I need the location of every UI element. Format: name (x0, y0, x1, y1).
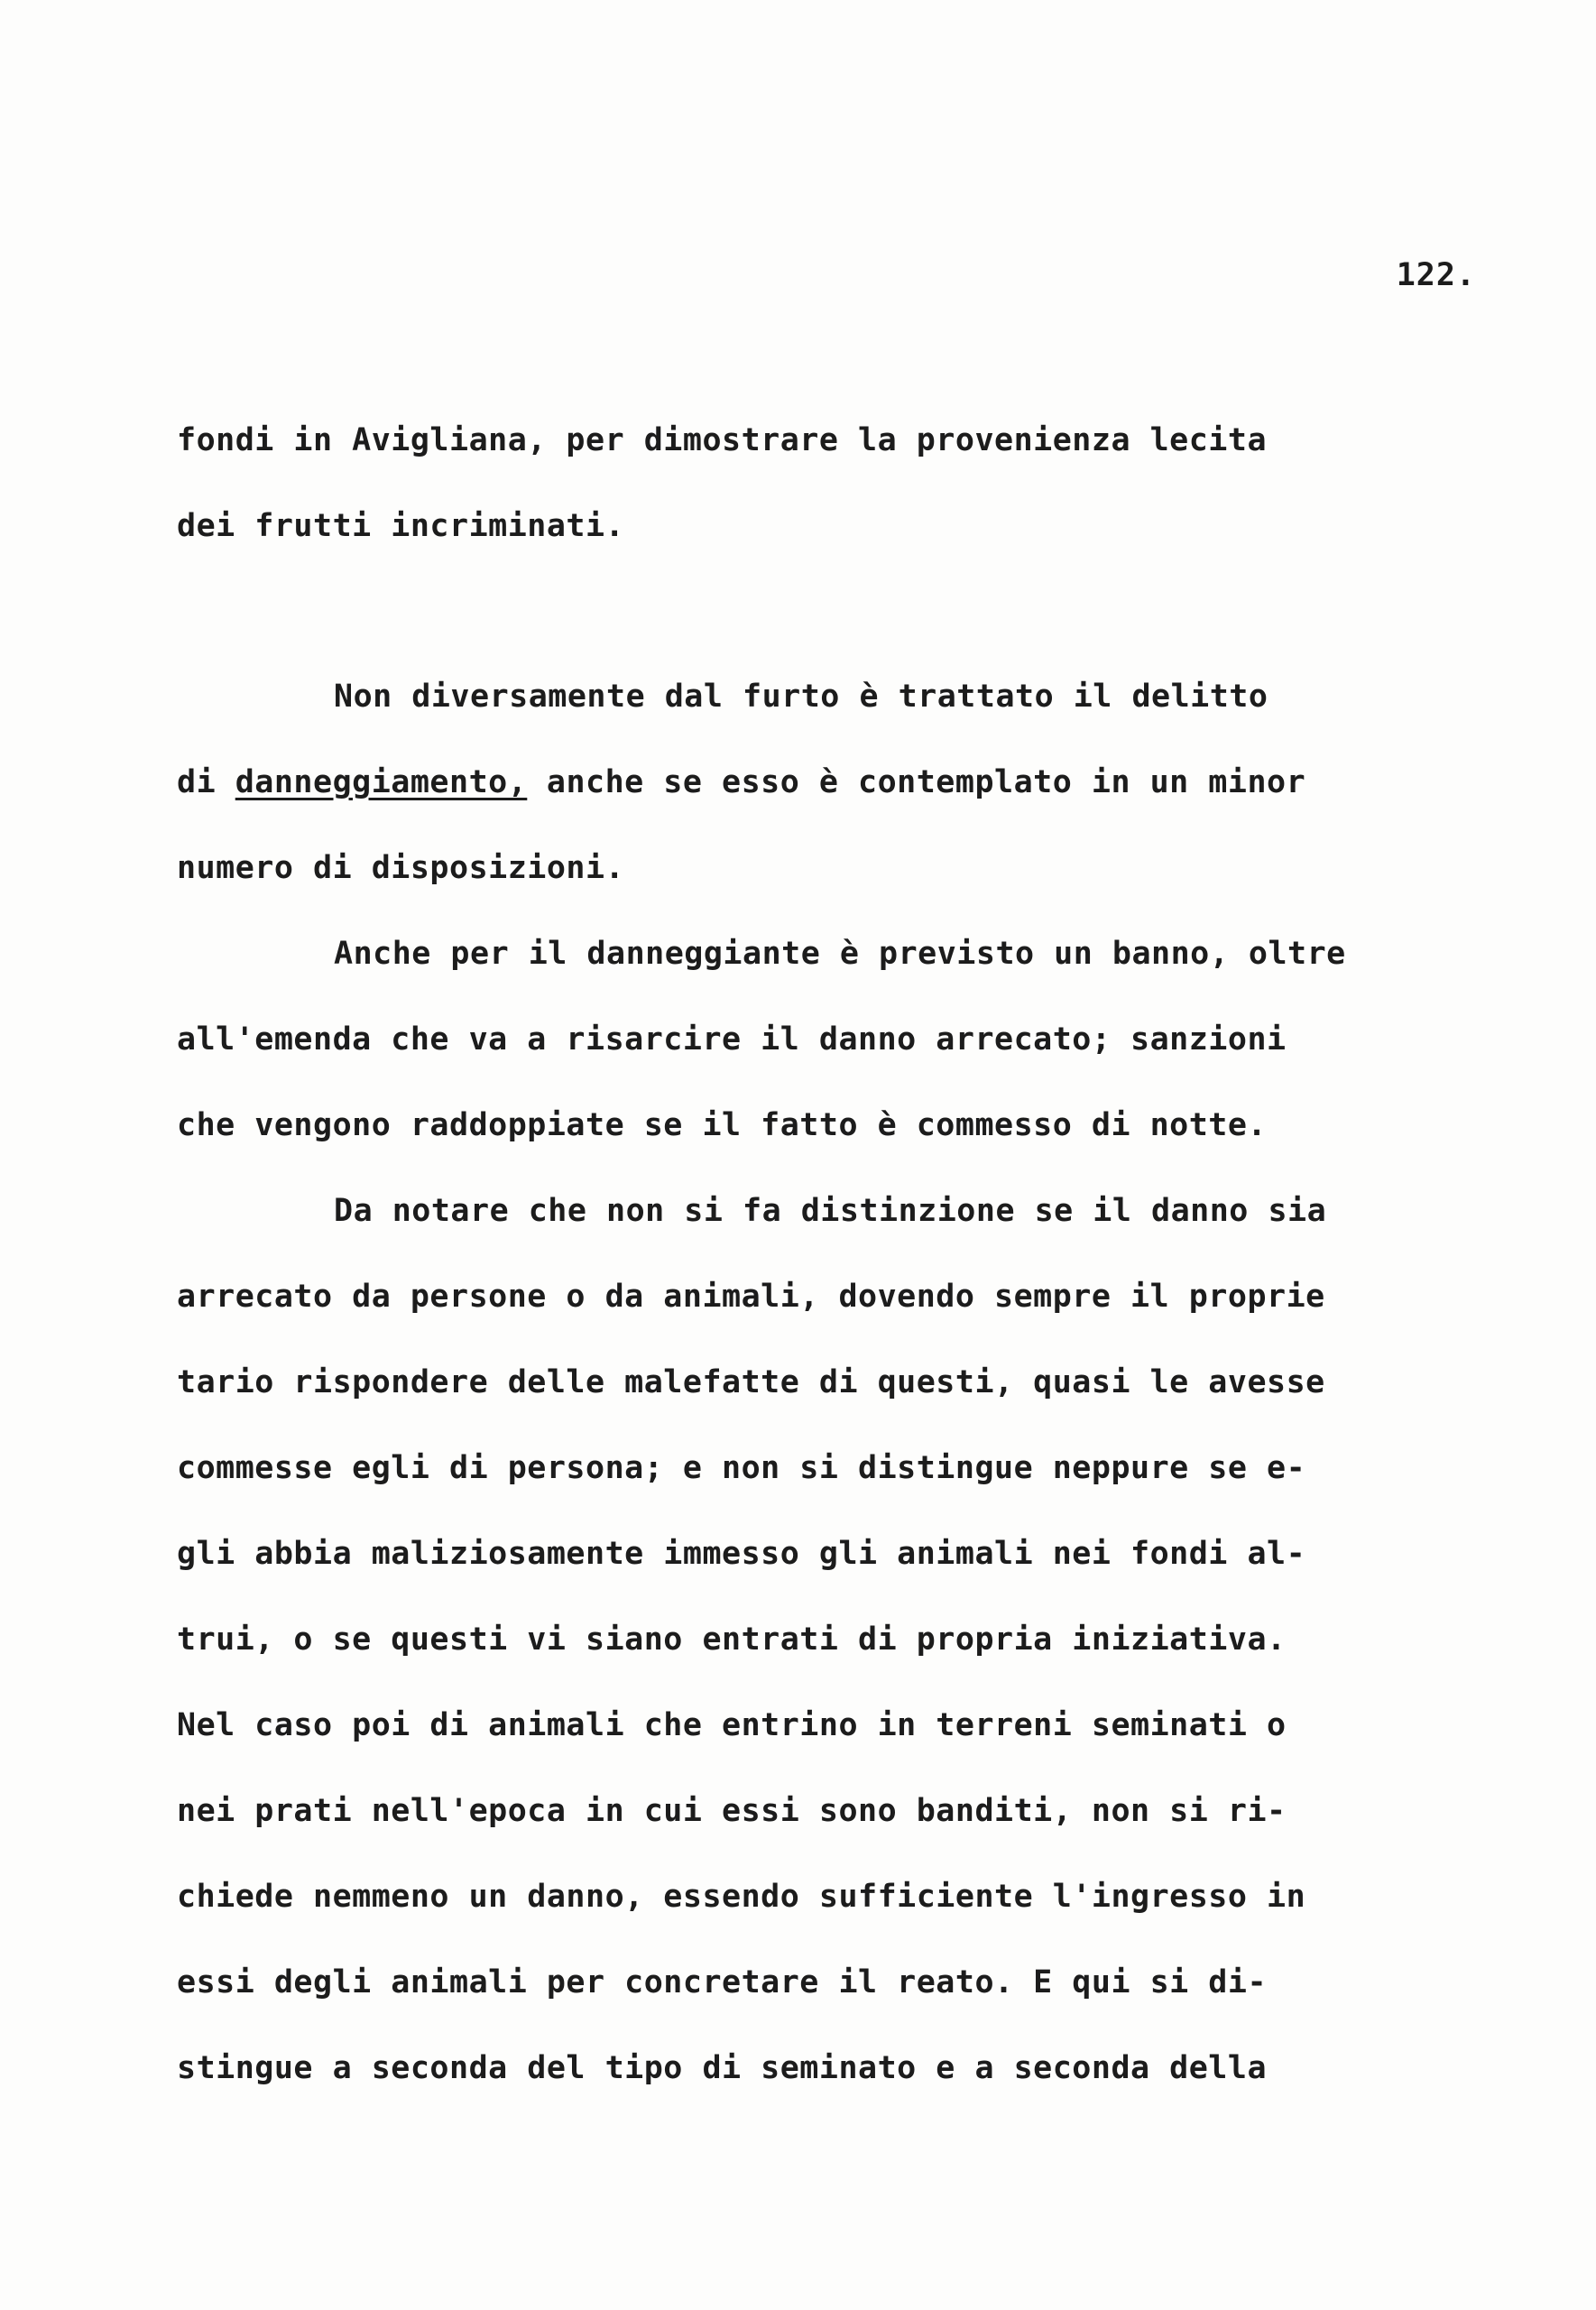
text-segment: di (177, 764, 235, 800)
text-line: chiede nemmeno un danno, essendo sufficiente l'ingresso in (177, 1879, 1306, 1915)
text-line: gli abbia maliziosamente immesso gli animali nei fondi al- (177, 1536, 1306, 1572)
text-line: commesse egli di persona; e non si distingue neppure se e- (177, 1450, 1306, 1486)
text-line: all'emenda che va a risarcire il danno arrecato; sanzioni (177, 1021, 1287, 1058)
paragraph-first-line: Da notare che non si fa distinzione se il danno sia (334, 1193, 1327, 1229)
text-line (177, 764, 1305, 800)
text-line: arrecato da persone o da animali, dovendo sempre il proprie (177, 1279, 1325, 1315)
text-line: trui, o se questi vi siano entrati di propria iniziativa. (177, 1622, 1287, 1658)
text-line: tario rispondere delle malefatte di questi, quasi le avesse (177, 1364, 1325, 1400)
text-line: essi degli animali per concretare il reato. E qui si di- (177, 1964, 1268, 2000)
text-line: stingue a seconda del tipo di seminato e a seconda della (177, 2050, 1268, 2086)
text-line: dei frutti incriminati. (177, 508, 625, 544)
text-line: Nel caso poi di animali che entrino in terreni seminati o (177, 1707, 1287, 1743)
underlined-term: danneggiamento, (235, 764, 528, 800)
paragraph-first-line: Non diversamente dal furto è trattato il delitto (334, 679, 1268, 715)
text-line: numero di disposizioni. (177, 850, 625, 886)
page-number: 122. (1396, 257, 1476, 293)
text-segment: anche se esso è contemplato in un minor (527, 764, 1306, 800)
text-line: nei prati nell'epoca in cui essi sono banditi, non si ri- (177, 1793, 1287, 1829)
text-line: che vengono raddoppiate se il fatto è commesso di notte. (177, 1107, 1268, 1143)
text-line: fondi in Avigliana, per dimostrare la provenienza lecita (177, 422, 1268, 458)
paragraph-first-line: Anche per il danneggiante è previsto un banno, oltre (334, 936, 1346, 972)
